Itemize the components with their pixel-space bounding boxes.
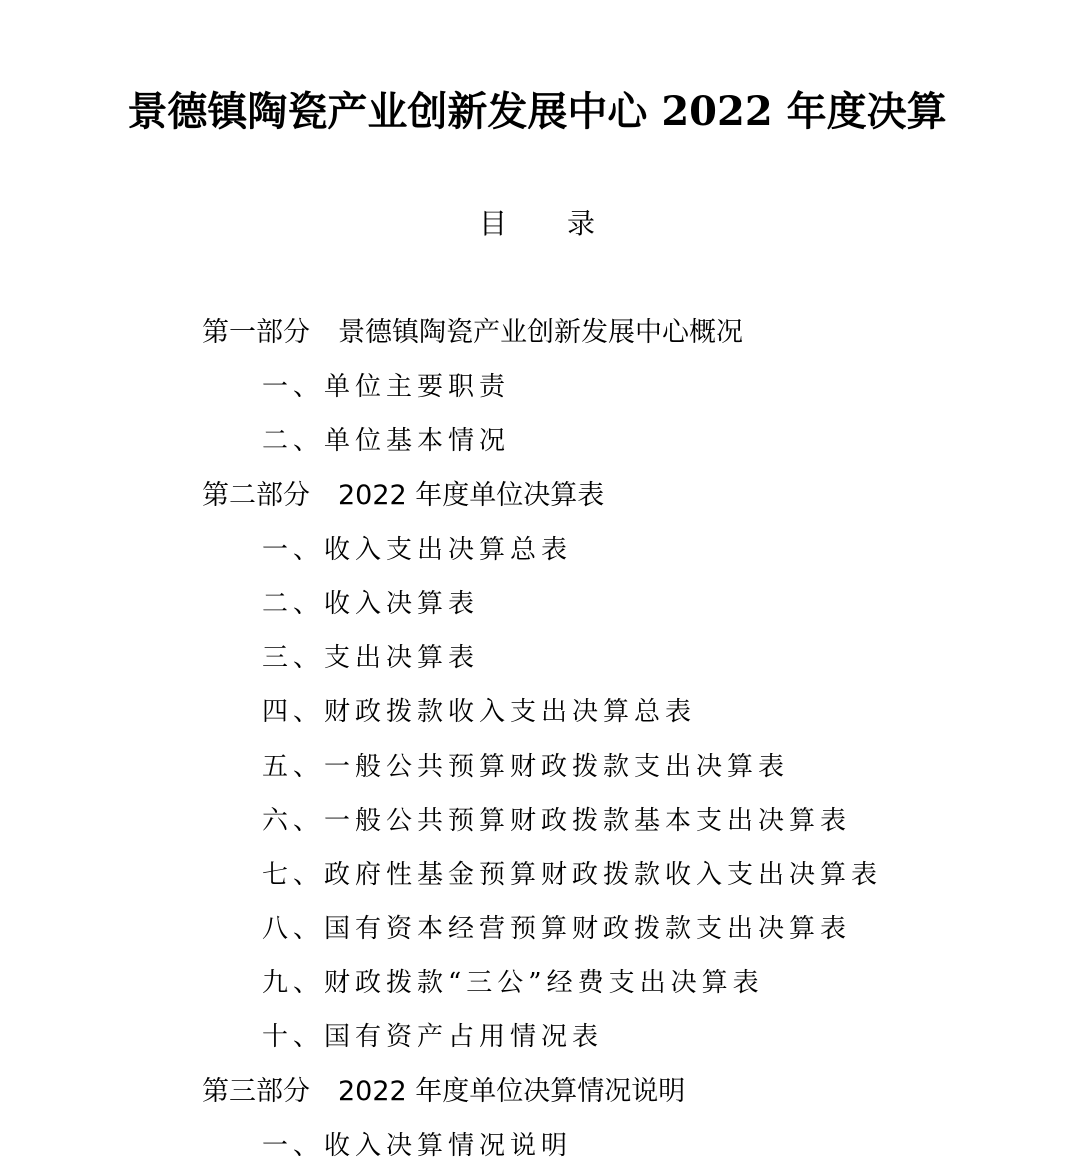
part-title: 景德镇陶瓷产业创新发展中心概况 <box>338 317 743 348</box>
toc-heading-char-1: 目 <box>478 207 507 240</box>
toc-item: 五、一般公共预算财政拨款支出决算表 <box>262 751 790 782</box>
part-label: 第一部分 <box>202 317 310 348</box>
part-label: 第三部分 <box>202 1075 310 1107</box>
toc-item: 二、单位基本情况 <box>262 426 511 457</box>
toc-heading-char-2: 录 <box>567 207 596 240</box>
toc-part-1 <box>0 306 1074 360</box>
toc-part-3 <box>0 1065 1074 1119</box>
toc-item: 八、国有资本经营预算财政拨款支出决算表 <box>262 914 852 945</box>
toc-part-2 <box>0 469 1074 523</box>
toc-item: 七、政府性基金预算财政拨款收入支出决算表 <box>262 859 883 890</box>
toc-item: 一、收入支出决算总表 <box>262 534 573 565</box>
toc-item: 一、单位主要职责 <box>262 372 511 403</box>
toc-item: 一、收入决算情况说明 <box>262 1130 573 1161</box>
toc-item: 十、国有资产占用情况表 <box>262 1022 604 1053</box>
toc-item: 九、财政拨款“三公”经费支出决算表 <box>262 968 764 999</box>
part-title: 2022 年度单位决算表 <box>338 479 605 511</box>
toc-item: 四、财政拨款收入支出决算总表 <box>262 697 697 728</box>
toc-item: 三、支出决算表 <box>262 643 480 674</box>
part-label: 第二部分 <box>202 479 310 511</box>
table-of-contents <box>0 306 1074 1173</box>
toc-item: 六、一般公共预算财政拨款基本支出决算表 <box>262 805 852 836</box>
toc-item: 二、收入决算表 <box>262 588 480 619</box>
document-title: 景德镇陶瓷产业创新发展中心 2022 年度决算 <box>127 88 947 135</box>
part-title: 2022 年度单位决算情况说明 <box>338 1075 686 1107</box>
toc-heading <box>0 204 1074 244</box>
